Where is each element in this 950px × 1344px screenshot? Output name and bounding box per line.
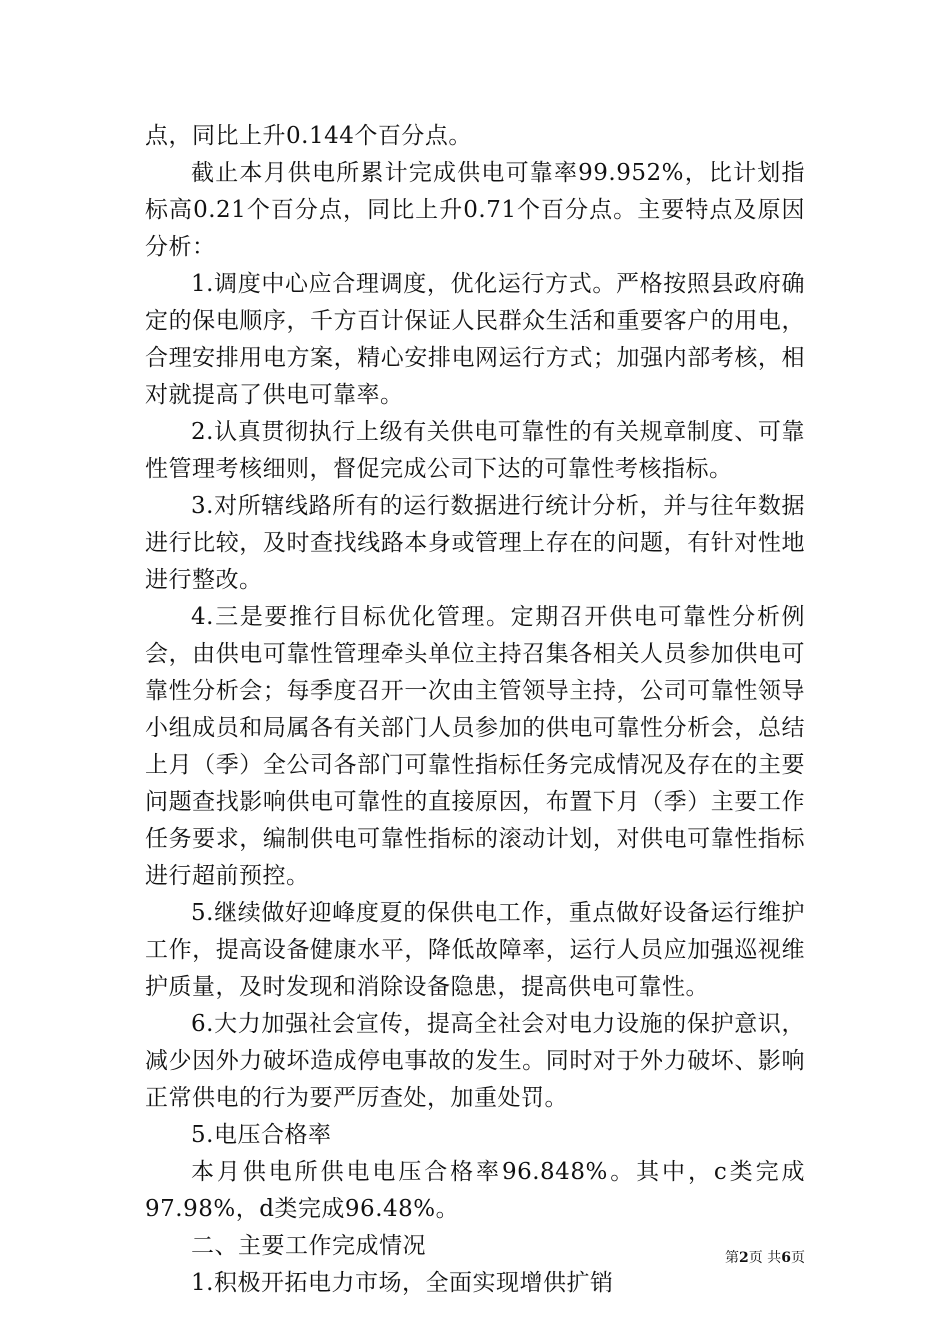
document-body bbox=[145, 118, 805, 1302]
paragraph-item-5: 5.继续做好迎峰度夏的保供电工作，重点做好设备运行维护工作，提高设备健康水平，降低故障率，运行人员应加强巡视维护质量，及时发现和消除设备隐患，提高供电可靠性。 bbox=[145, 900, 805, 1000]
footer-middle: 页 共 bbox=[748, 1250, 782, 1266]
paragraph-item-4: 4.三是要推行目标优化管理。定期召开供电可靠性分析例会，由供电可靠性管理牵头单位主持召集各相关人员参加供电可靠性分析会；每季度召开一次由主管领导主持，公司可靠性领导小组成员和局属各有关部门人员参加的供电可靠性分析会，总结上月（季）全公司各部门可靠性指标任务完成情况及存在的主要问题查找影响供电可靠性的直接原因，布置下月（季）主要工作任务要求，编制供电可靠性指标的滚动计划，对供电可靠性指标进行超前预控。 bbox=[145, 604, 805, 889]
heading-section-2-item-1: 1.积极开拓电力市场，全面实现增供扩销 bbox=[191, 1270, 614, 1296]
footer-current-page: 2 bbox=[739, 1250, 749, 1266]
footer-prefix: 第 bbox=[725, 1250, 740, 1266]
paragraph-item-6: 6.大力加强社会宣传，提高全社会对电力设施的保护意识，减少因外力破坏造成停电事故的发生。同时对于外力破坏、影响正常供电的行为要严厉查处，加重处罚。 bbox=[145, 1011, 805, 1111]
paragraph-item-1: 1.调度中心应合理调度，优化运行方式。严格按照县政府确定的保电顺序，千方百计保证人民群众生活和重要客户的用电，合理安排用电方案，精心安排电网运行方式；加强内部考核，相对就提高了供电可靠率。 bbox=[145, 271, 805, 408]
footer-suffix: 页 bbox=[791, 1250, 805, 1266]
paragraph-reliability-summary: 截止本月供电所累计完成供电可靠率99.952%，比计划指标高0.21个百分点，同比上升0.71个百分点。主要特点及原因分析： bbox=[145, 160, 805, 260]
page-footer bbox=[0, 1247, 805, 1267]
paragraph-voltage-rate: 本月供电所供电电压合格率96.848%。其中，c类完成97.98%，d类完成96.48%。 bbox=[145, 1159, 805, 1222]
heading-voltage-rate: 5.电压合格率 bbox=[191, 1122, 332, 1148]
paragraph-item-2: 2.认真贯彻执行上级有关供电可靠性的有关规章制度、可靠性管理考核细则，督促完成公司下达的可靠性考核指标。 bbox=[145, 419, 805, 482]
footer-total-pages: 6 bbox=[781, 1250, 791, 1266]
heading-section-2: 二、主要工作完成情况 bbox=[191, 1233, 426, 1259]
paragraph-continued: 点，同比上升0.144个百分点。 bbox=[145, 123, 472, 149]
paragraph-item-3: 3.对所辖线路所有的运行数据进行统计分析，并与往年数据进行比较，及时查找线路本身或管理上存在的问题，有针对性地进行整改。 bbox=[145, 493, 805, 593]
